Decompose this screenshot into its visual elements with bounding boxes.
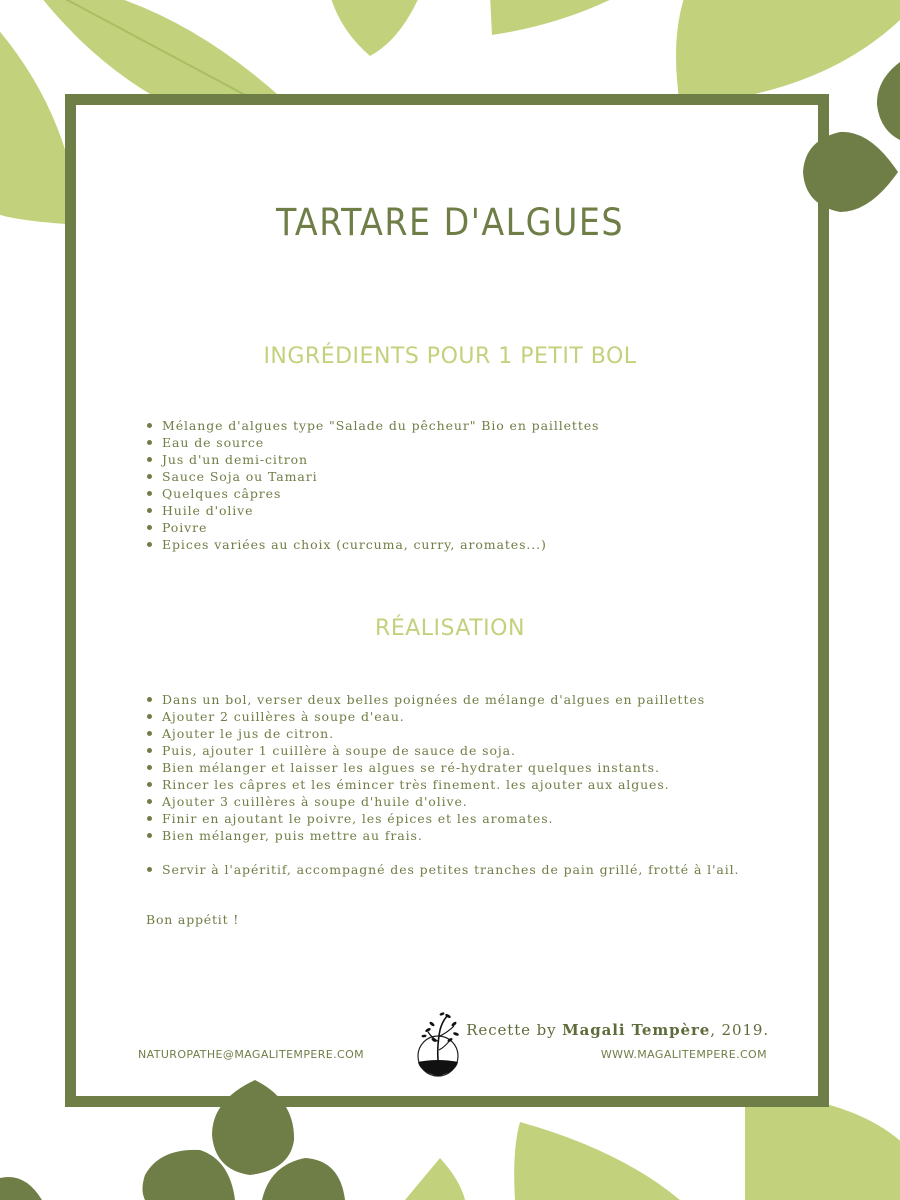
credit-suffix: , 2019. xyxy=(710,1021,769,1039)
list-item: Ajouter 3 cuillères à soupe d'huile d'olive. xyxy=(162,793,705,810)
list-item: Sauce Soja ou Tamari xyxy=(162,468,599,485)
list-item: Huile d'olive xyxy=(162,502,599,519)
list-item: Finir en ajoutant le poivre, les épices et les aromates. xyxy=(162,810,705,827)
leaf-bottom-center xyxy=(405,1158,465,1200)
recipe-frame xyxy=(65,94,829,1107)
leaf-top-center-right xyxy=(490,0,620,35)
credit-prefix: Recette by xyxy=(466,1021,563,1039)
leaf-top-right xyxy=(676,0,900,105)
leaf-bottom-right xyxy=(745,1092,900,1200)
list-item: Bien mélanger et laisser les algues se ré-hydrater quelques instants. xyxy=(162,759,705,776)
ingredients-list xyxy=(162,417,599,553)
leaf-bottom-mid-right xyxy=(514,1122,680,1200)
recipe-title: TARTARE D'ALGUES xyxy=(275,201,624,244)
list-item: Dans un bol, verser deux belles poignées de mélange d'algues en paillettes xyxy=(162,692,706,707)
serving-list xyxy=(162,861,739,878)
list-item: Puis, ajouter 1 cuillère à soupe de sauce de soja. xyxy=(162,742,705,759)
list-item: Eau de source xyxy=(162,434,599,451)
list-item: Mélange d'algues type "Salade du pêcheur" Bio en paillettes xyxy=(162,418,600,433)
website-link[interactable]: WWW.MAGALITEMPERE.COM xyxy=(600,1048,767,1061)
list-item: Epices variées au choix (curcuma, curry, aromates...) xyxy=(162,536,599,553)
realisation-heading: RÉALISATION xyxy=(375,616,525,641)
credit-author: Magali Tempère xyxy=(562,1021,711,1039)
list-item: Bien mélanger, puis mettre au frais. xyxy=(162,827,705,844)
list-item: Ajouter le jus de citron. xyxy=(162,725,705,742)
tree-in-circle-logo-icon xyxy=(412,1010,466,1078)
list-item: Jus d'un demi-citron xyxy=(162,451,599,468)
list-item: Servir à l'apéritif, accompagné des petites tranches de pain grillé, frotté à l'ail. xyxy=(162,862,740,877)
leaf-top-center xyxy=(330,0,420,56)
email-contact[interactable]: NATUROPATHE@MAGALITEMPERE.COM xyxy=(138,1048,365,1061)
steps-list xyxy=(162,691,705,844)
closing-text: Bon appétit ! xyxy=(146,912,240,927)
list-item: Quelques câpres xyxy=(162,485,599,502)
list-item: Rincer les câpres et les émincer très finement. les ajouter aux algues. xyxy=(162,776,705,793)
recipe-credit xyxy=(466,1021,769,1039)
list-item: Poivre xyxy=(162,519,599,536)
list-item: Ajouter 2 cuillères à soupe d'eau. xyxy=(162,708,705,725)
ingredients-heading: INGRÉDIENTS POUR 1 PETIT BOL xyxy=(263,344,637,369)
